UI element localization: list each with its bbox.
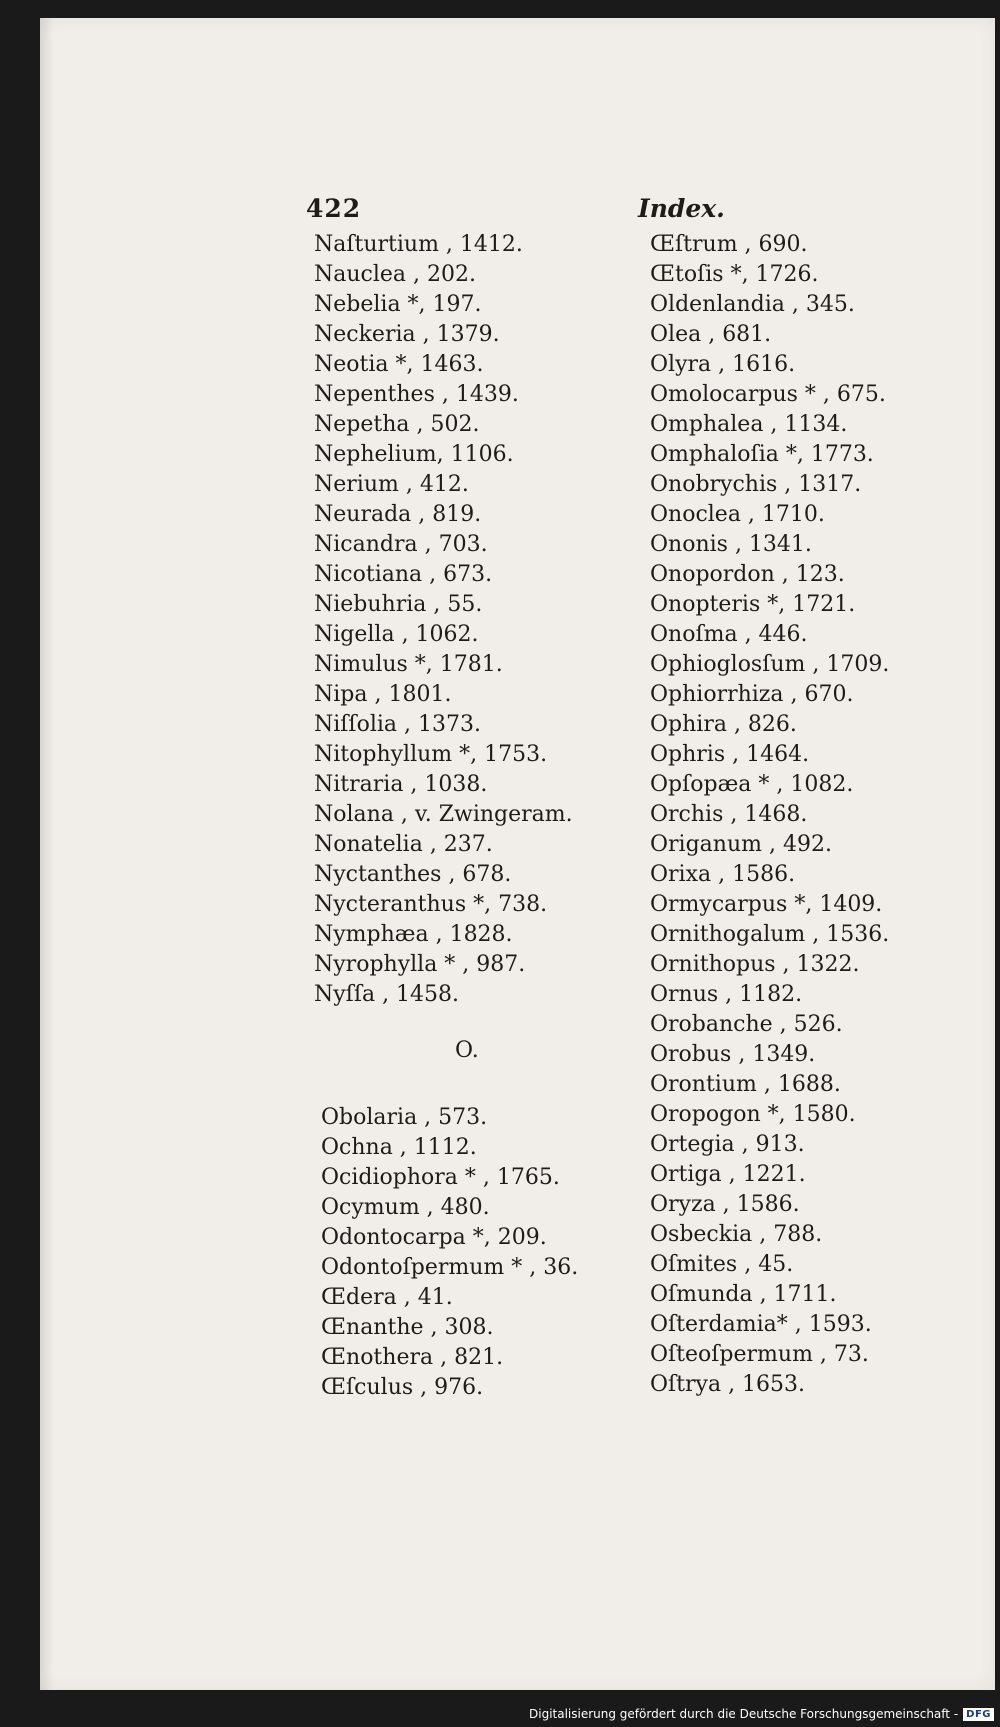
index-entry: Nyctanthes , 678.: [314, 862, 512, 887]
index-entry: Opſopæa * , 1082.: [650, 772, 854, 797]
index-entry: Nebelia *, 197.: [314, 292, 482, 317]
book-page: [40, 18, 995, 1690]
index-entry: Ornithogalum , 1536.: [650, 922, 890, 947]
page-title: Index.: [638, 194, 725, 223]
index-entry: Ocidiophora * , 1765.: [321, 1165, 560, 1190]
index-entry: Ortegia , 913.: [650, 1132, 805, 1157]
index-entry: Œdera , 41.: [321, 1285, 453, 1310]
index-entry: Omphaloſia *, 1773.: [650, 442, 874, 467]
index-entry: Œnothera , 821.: [321, 1345, 504, 1370]
index-entry: Oldenlandia , 345.: [650, 292, 855, 317]
index-entry: Neckeria , 1379.: [314, 322, 500, 347]
index-entry: Olyra , 1616.: [650, 352, 796, 377]
index-entry: Nitophyllum *, 1753.: [314, 742, 548, 767]
index-entry: Ophiorrhiza , 670.: [650, 682, 854, 707]
index-entry: Nyrophylla * , 987.: [314, 952, 526, 977]
index-entry: Oryza , 1586.: [650, 1192, 800, 1217]
index-entry: Onopteris *, 1721.: [650, 592, 856, 617]
index-entry: Orontium , 1688.: [650, 1072, 841, 1097]
footer-text: Digitalisierung gefördert durch die Deutsche Forschungsgemeinschaft -: [529, 1707, 959, 1721]
index-entry: Osbeckia , 788.: [650, 1222, 823, 1247]
index-entry: Oropogon *, 1580.: [650, 1102, 856, 1127]
index-entry: Ornus , 1182.: [650, 982, 803, 1007]
index-entry: Niſſolia , 1373.: [314, 712, 481, 737]
dfg-logo: DFG: [963, 1708, 994, 1721]
index-entry: Nymphæa , 1828.: [314, 922, 513, 947]
index-entry: Orobus , 1349.: [650, 1042, 816, 1067]
index-entry: Neotia *, 1463.: [314, 352, 484, 377]
index-entry: Nepetha , 502.: [314, 412, 480, 437]
index-entry: Nitraria , 1038.: [314, 772, 488, 797]
index-entry: Ocymum , 480.: [321, 1195, 490, 1220]
index-entry: Nepenthes , 1439.: [314, 382, 519, 407]
digitization-footer: [529, 1707, 994, 1721]
index-entry: Oſmites , 45.: [650, 1252, 794, 1277]
index-entry: Oſterdamia* , 1593.: [650, 1312, 872, 1337]
index-column-n: [314, 230, 573, 1010]
index-entry: Œtoſis *, 1726.: [650, 262, 819, 287]
index-entry: Olea , 681.: [650, 322, 772, 347]
index-entry: Ormycarpus *, 1409.: [650, 892, 883, 917]
index-entry: Omolocarpus * , 675.: [650, 382, 886, 407]
index-entry: Odontoſpermum * , 36.: [321, 1255, 579, 1280]
index-entry: Œnanthe , 308.: [321, 1315, 494, 1340]
index-entry: Nolana , v. Zwingeram.: [314, 802, 573, 827]
index-entry: Nigella , 1062.: [314, 622, 479, 647]
index-entry: Onoſma , 446.: [650, 622, 808, 647]
index-entry: Omphalea , 1134.: [650, 412, 848, 437]
index-entry: Ononis , 1341.: [650, 532, 812, 557]
index-entry: Nycteranthus *, 738.: [314, 892, 548, 917]
index-entry: Nerium , 412.: [314, 472, 469, 497]
index-column-right: [650, 230, 889, 1400]
index-entry: Ophris , 1464.: [650, 742, 810, 767]
index-entry: Nimulus *, 1781.: [314, 652, 503, 677]
index-entry: Nonatelia , 237.: [314, 832, 493, 857]
index-entry: Ornithopus , 1322.: [650, 952, 860, 977]
section-letter: O.: [455, 1038, 479, 1063]
index-entry: Oſteoſpermum , 73.: [650, 1342, 869, 1367]
index-entry: Onoclea , 1710.: [650, 502, 825, 527]
index-entry: Œſculus , 976.: [321, 1375, 484, 1400]
index-entry: Ophira , 826.: [650, 712, 797, 737]
index-entry: Niebuhria , 55.: [314, 592, 483, 617]
index-entry: Nauclea , 202.: [314, 262, 476, 287]
index-entry: Ortiga , 1221.: [650, 1162, 806, 1187]
page-number: 422: [306, 194, 362, 223]
index-entry: Naſturtium , 1412.: [314, 232, 523, 257]
index-entry: Oſtrya , 1653.: [650, 1372, 806, 1397]
index-column-o: [321, 1103, 578, 1403]
index-entry: Ochna , 1112.: [321, 1135, 477, 1160]
index-entry: Nicandra , 703.: [314, 532, 488, 557]
index-entry: Nicotiana , 673.: [314, 562, 493, 587]
index-entry: Orixa , 1586.: [650, 862, 796, 887]
index-entry: Odontocarpa *, 209.: [321, 1225, 547, 1250]
index-entry: Nipa , 1801.: [314, 682, 452, 707]
index-entry: Nephelium, 1106.: [314, 442, 514, 467]
index-entry: Orobanche , 526.: [650, 1012, 843, 1037]
index-entry: Onobrychis , 1317.: [650, 472, 862, 497]
index-entry: Obolaria , 573.: [321, 1105, 488, 1130]
index-entry: Onopordon , 123.: [650, 562, 845, 587]
index-entry: Origanum , 492.: [650, 832, 832, 857]
index-entry: Ophioglosſum , 1709.: [650, 652, 890, 677]
index-entry: Œſtrum , 690.: [650, 232, 808, 257]
index-entry: Oſmunda , 1711.: [650, 1282, 837, 1307]
index-entry: Neurada , 819.: [314, 502, 482, 527]
index-entry: Orchis , 1468.: [650, 802, 808, 827]
index-entry: Nyſſa , 1458.: [314, 982, 460, 1007]
